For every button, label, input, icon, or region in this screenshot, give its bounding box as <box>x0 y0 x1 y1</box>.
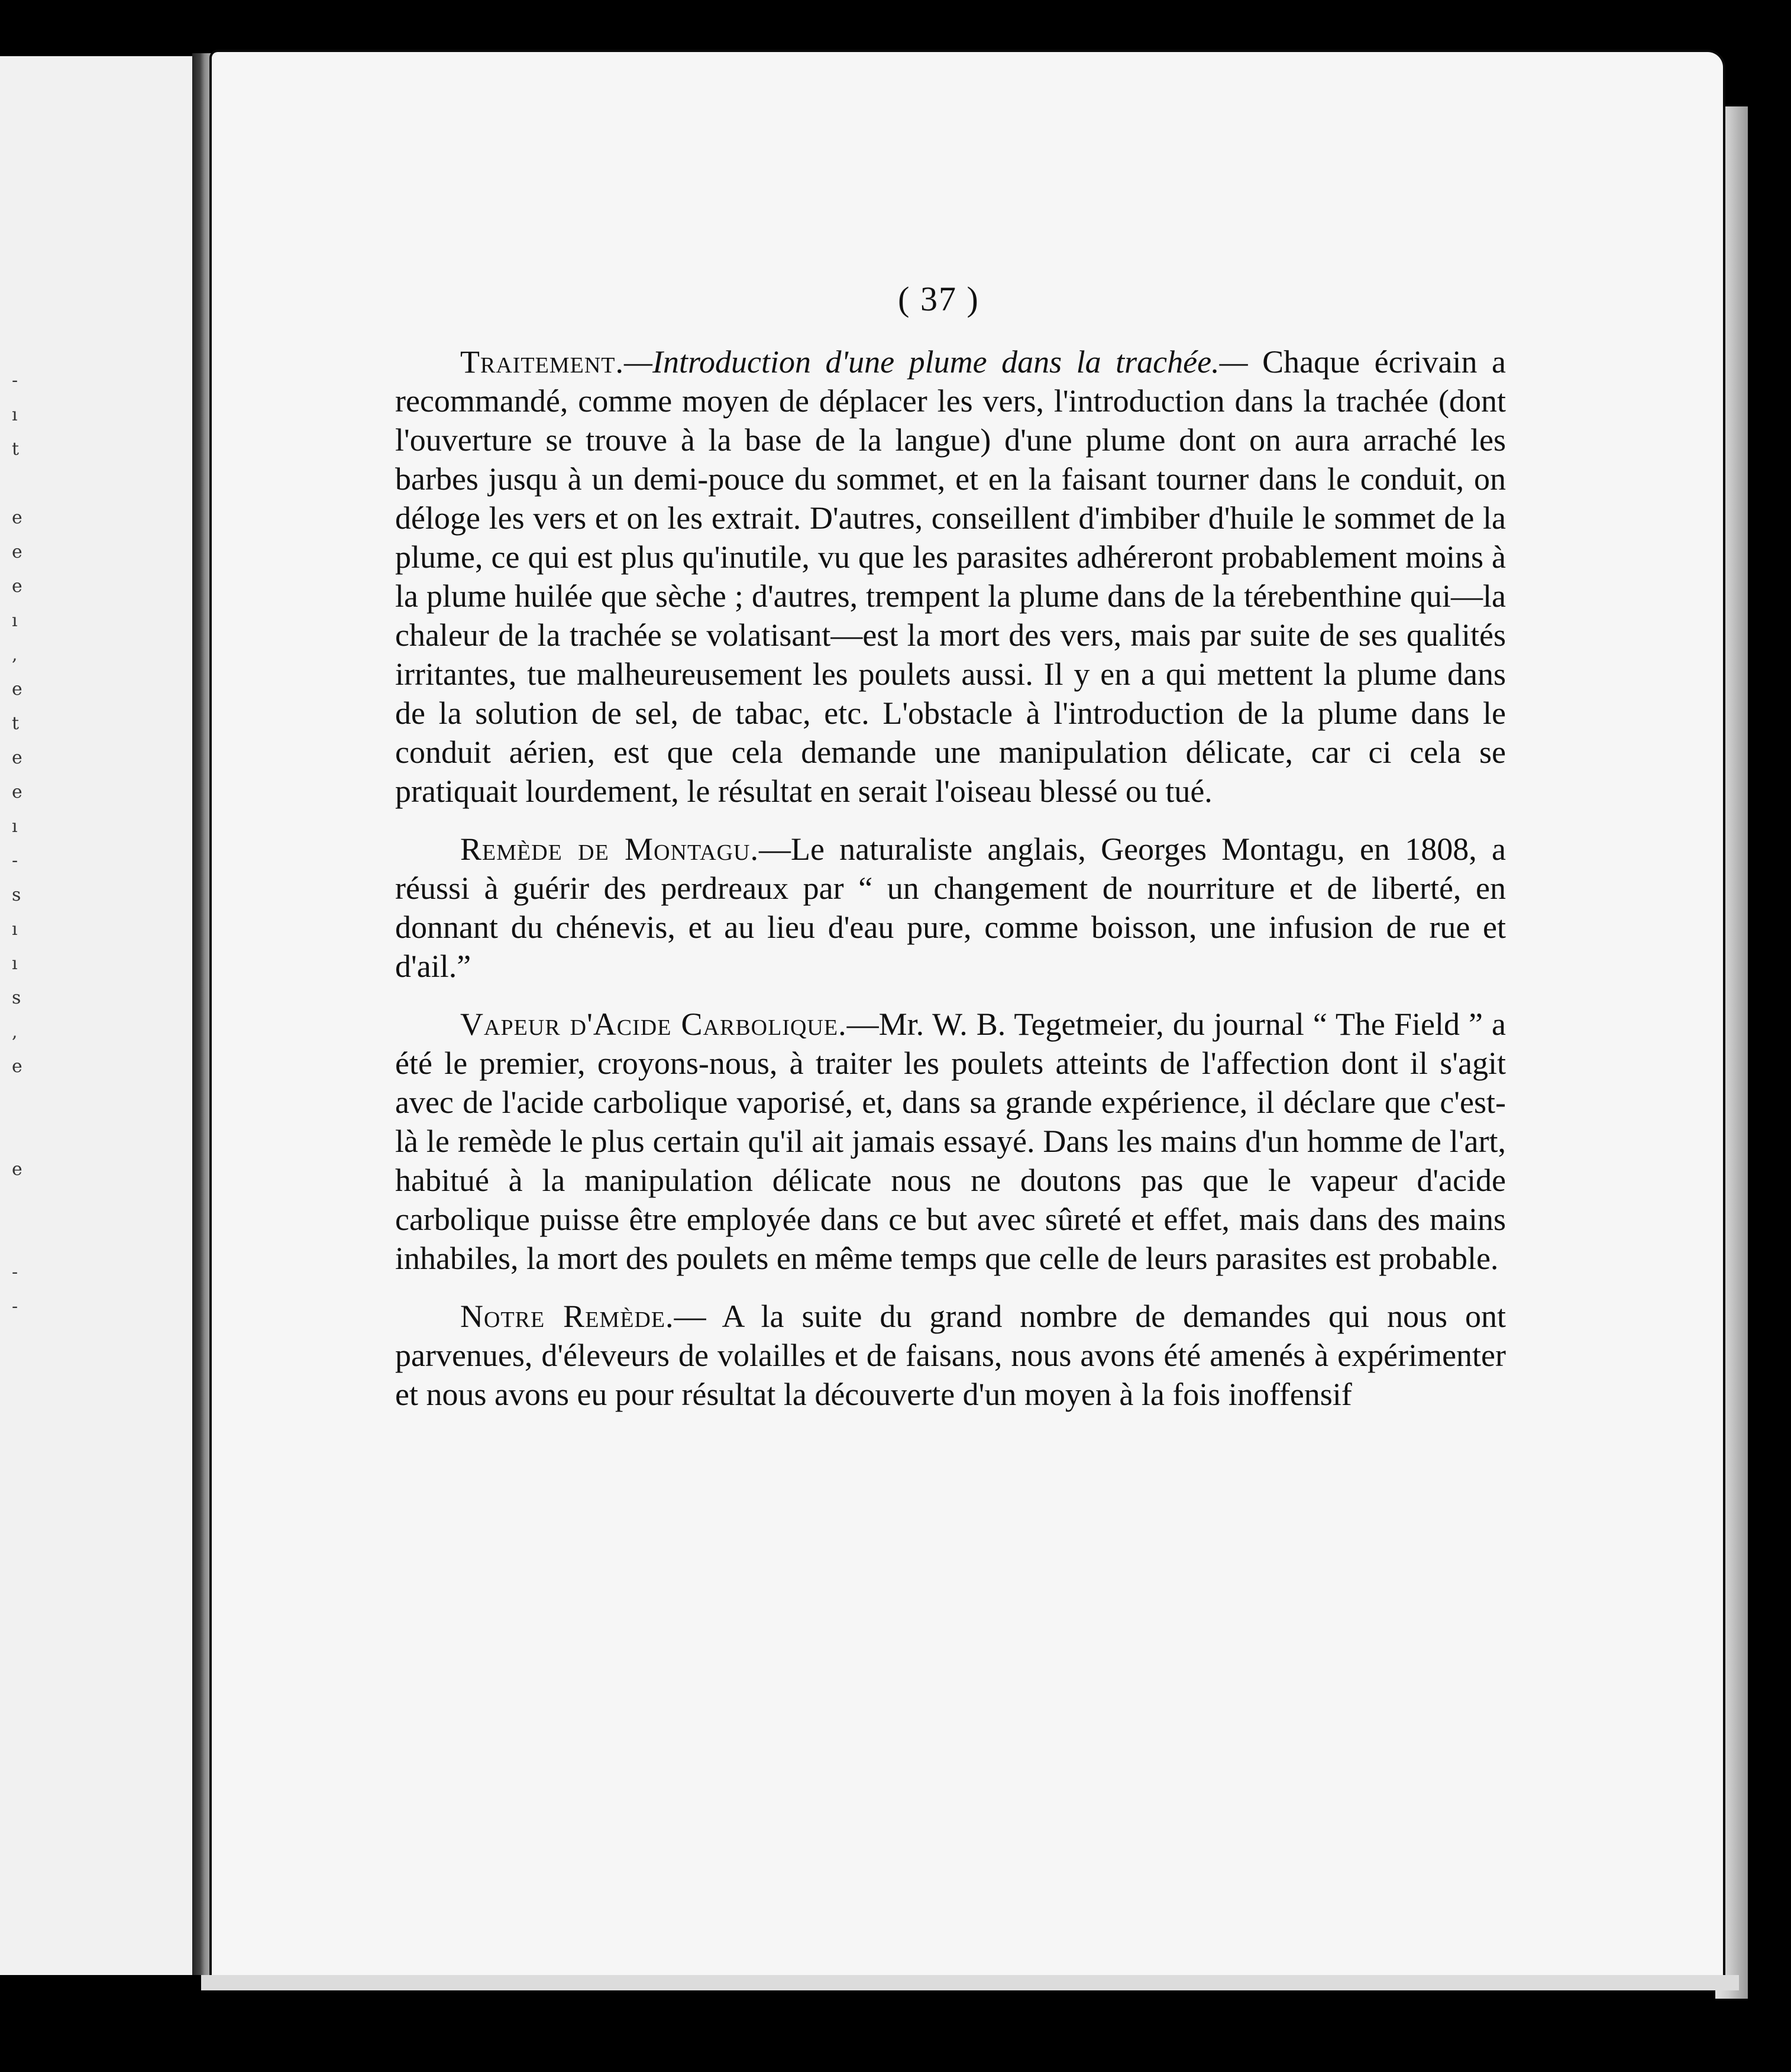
section-heading: Vapeur d'Acide Carbolique. <box>460 1006 847 1042</box>
page-number: ( 37 ) <box>898 280 979 318</box>
paragraph-montagu <box>395 830 1506 986</box>
section-heading: Remède de Montagu. <box>460 831 759 867</box>
paragraph-notre-remede <box>395 1297 1506 1414</box>
paragraph-body: — A la suite du grand nombre de demandes qui nous ont parvenues, d'éleveurs de volailles et de faisans, nous avons été amenés à expérimenter et nous avons eu pour résultat la découverte d'un moyen à la fois inoffensif <box>395 1299 1506 1412</box>
left-page <box>0 56 196 1975</box>
page-bottom-edge <box>201 1975 1739 1990</box>
section-subheading: —Introduction d'une plume dans la trachée.— <box>624 344 1248 380</box>
page-text <box>395 279 1506 1433</box>
paragraph-body: Chaque écrivain a recommandé, comme moyen de déplacer les vers, l'introduction dans la trachée (dont l'ouverture se trouve à la base de la langue) d'une plume dont on aura arraché les barbes jusqu à un demi-pouce du sommet, et en la faisant tourner dans le conduit, on déloge les vers et on les extrait. D'autres, conseillent d'imbiber d'huile le sommet de la plume, ce qui est plus qu'inutile, vu que les parasites adhéreront probablement moins à la plume huilée que sèche ; d'autres, trempent la plume dans de la térebenthine qui—la chaleur de la trachée se volatisant—est la mort des vers, mais par suite de ses qualités irritantes, tue malheureusement les poulets aussi. Il y en a qui mettent la plume dans de la solution de sel, de tabac, etc. L'obstacle à l'introduction de la plume dans le conduit aérien, est que cela demande une manipulation délicate, car ci cela se pratiquait lourdement, le résultat en serait l'oiseau blessé ou tué. <box>395 344 1506 809</box>
paragraph-body: —Le naturaliste anglais, Georges Montagu, en 1808, a réussi à guérir des perdreaux par “ un changement de nourriture et de liberté, en donnant du chénevis, et au lieu d'eau pure, comme boisson, une infusion de rue et d'ail.” <box>395 831 1506 984</box>
paragraph-acide-carbolique <box>395 1005 1506 1278</box>
paragraph-body: —Mr. W. B. Tegetmeier, du journal “ The Field ” a été le premier, croyons-nous, à traiter les poulets atteints de l'affection dont il s'agit avec de l'acide carbolique vaporisé, et, dans sa grande expérience, il déclare que c'est-là le remède le plus certain qu'il ait jamais essayé. Dans les mains d'un homme de l'art, habitué à la manipulation délicate nous ne doutons pas que le vapeur d'acide carbolique puisse être employée dans ce but avec sûreté et effet, mais dans des mains inhabiles, la mort des poulets en même temps que celle de leurs parasites est probable. <box>395 1006 1506 1276</box>
section-heading: Notre Remède. <box>460 1299 674 1334</box>
left-page-edge-text: - ı t e e e ı , e t e e ı - s ı ı s , e e - - <box>12 370 22 1317</box>
section-heading: Traitement. <box>460 344 625 380</box>
paragraph-traitement <box>395 342 1506 811</box>
